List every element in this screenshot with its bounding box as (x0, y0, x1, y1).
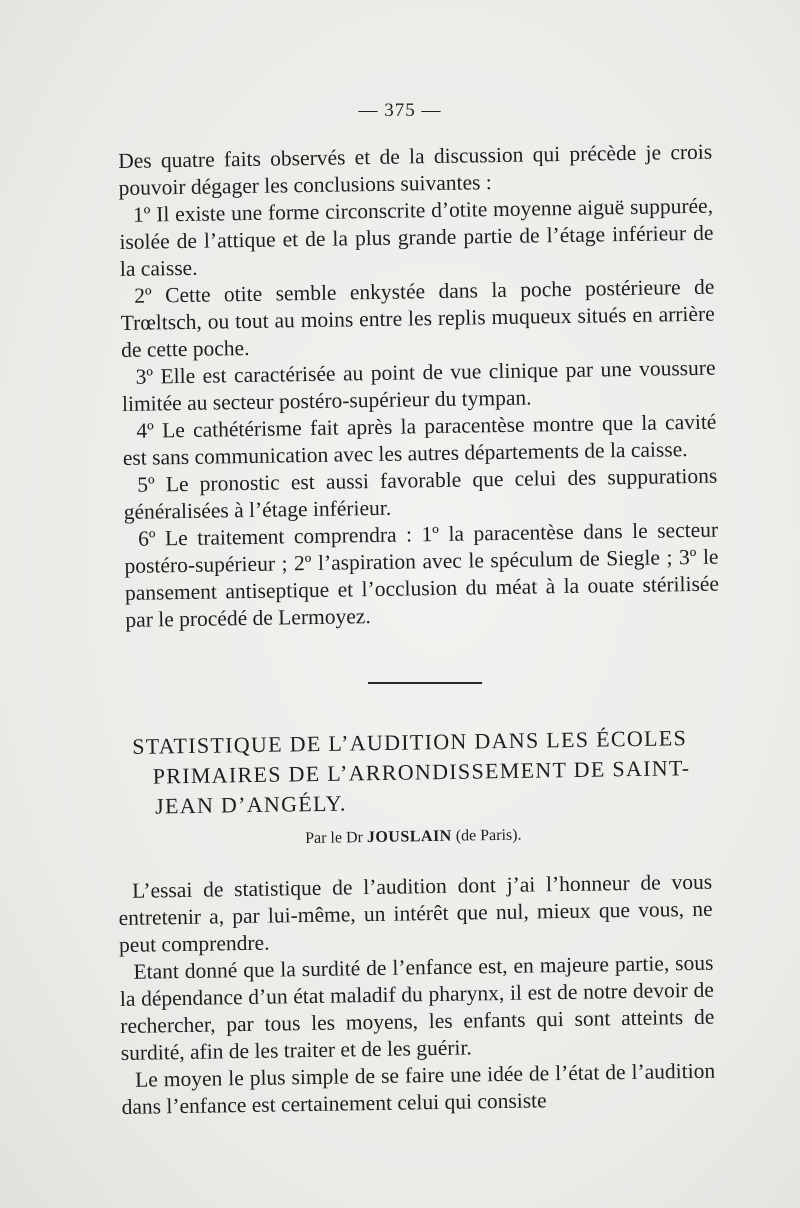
conclusion-3: 3º Elle est caractérisée au point de vue clinique par une voussure limitée au secteur postéro-supérieur du tympan. (121, 355, 716, 416)
conclusion-5: 5º Le pronostic est aussi favorable que celui des suppurations généralisées à l’étage inférieur. (123, 463, 718, 524)
section-divider (368, 682, 482, 684)
article-title (128, 723, 729, 822)
body-paragraph: Etant donné que la surdité de l’enfance est, en majeure partie, sous la dépendance d’un état maladif du pharynx, il est de notre devoir de rechercher, par tous les moyens, les enfants qui sont atteints de surdité, afin de les traiter et de les guérir. (119, 950, 715, 1065)
conclusion-6: 6º Le traitement comprendra : 1º la paracentèse dans le secteur postéro-supérieur ; 2º l’aspiration avec le spéculum de Siegle ; 3º le pansement antiseptique et l’occlusion du méat à la ouate stérilisée par le procédé de Lermoyez. (124, 517, 720, 632)
intro-paragraph: Des quatre faits observés et de la discussion qui précède je crois pouvoir dégager les conclusions suivantes : (118, 139, 713, 200)
conclusion-2: 2º Cette otite semble enkystée dans la poche postérieure de Trœltsch, ou tout au moins entre les replis muqueux situés en arrière de cette poche. (120, 274, 715, 362)
title-line: JEAN D’ANGÉLY. (154, 790, 347, 819)
article-body (118, 869, 716, 1121)
conclusion-4: 4º Le cathétérisme fait après la paracentèse montre que la cavité est sans communication avec les autres départements de la caisse. (122, 409, 717, 470)
byline-suffix: (de Paris). (455, 826, 522, 845)
page-number: — 375 — (358, 100, 442, 121)
conclusion-1: 1º Il existe une forme circonscrite d’otite moyenne aiguë suppurée, isolée de l’attique et de la plus grande partie de l’étage inférieur de la caisse. (119, 193, 714, 281)
byline (305, 827, 522, 848)
conclusions-section (118, 139, 720, 634)
body-paragraph: Le moyen le plus simple de se faire une idée de l’état de l’audition dans l’enfance est certainement celui qui consiste (121, 1058, 716, 1119)
body-paragraph: L’essai de statistique de l’audition dont j’ai l’honneur de vous entretenir a, par lui-même, un intérêt que nul, mieux que vous, ne peut comprendre. (118, 869, 713, 957)
byline-prefix: Par le Dr (305, 829, 364, 847)
title-line: STATISTIQUE DE L’AUDITION DANS LES ÉCOLES (132, 725, 688, 759)
author-name: JOUSLAIN (366, 827, 452, 847)
title-line: PRIMAIRES DE L’ARRONDISSEMENT DE SAINT- (152, 755, 691, 789)
